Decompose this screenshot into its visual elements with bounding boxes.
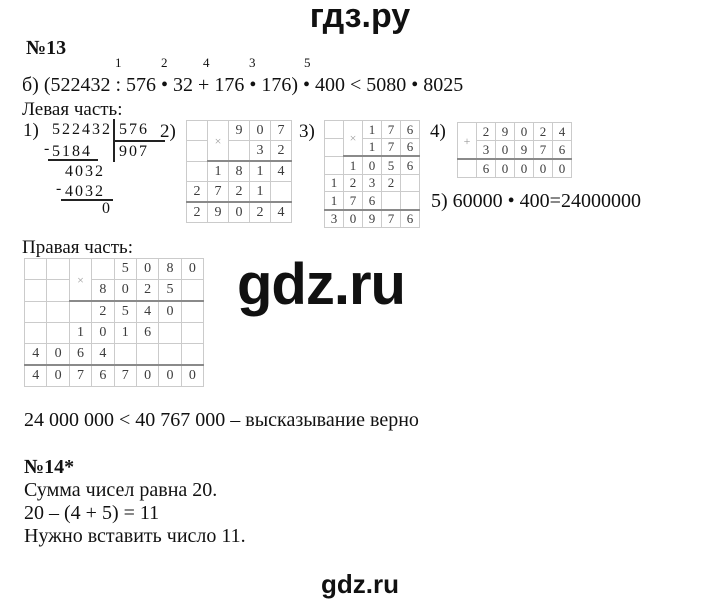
grid-cell: 1 xyxy=(363,138,382,156)
grid-cell: 0 xyxy=(250,121,271,141)
grid-cell xyxy=(25,280,47,302)
grid-cell: 2 xyxy=(250,202,271,223)
grid-cell: 0 xyxy=(344,210,363,228)
grid-cell: 5 xyxy=(114,301,136,323)
calc-grid-table xyxy=(324,120,420,228)
grid-cell: 9 xyxy=(229,121,250,141)
grid-cell xyxy=(181,323,203,344)
grid-cell xyxy=(25,301,47,323)
order-mark-5: 5 xyxy=(304,55,311,70)
grid-cell: 6 xyxy=(69,344,91,366)
division-quotient-line xyxy=(113,140,165,142)
grid-cell xyxy=(181,280,203,302)
grid-cell: 0 xyxy=(534,159,553,178)
order-mark-4: 3 xyxy=(249,55,256,70)
grid-cell: 2 xyxy=(136,280,158,302)
quotient: 907 xyxy=(119,143,149,160)
grid-cell: 7 xyxy=(271,121,292,141)
grid-5080x8025 xyxy=(24,258,204,387)
grid-cell: 4 xyxy=(92,344,114,366)
grid-cell xyxy=(25,323,47,344)
problem14-number: №14* xyxy=(24,456,75,478)
grid-cell: 8 xyxy=(229,161,250,182)
grid-cell: 6 xyxy=(136,323,158,344)
grid-cell: 1 xyxy=(114,323,136,344)
grid-176x176 xyxy=(324,120,420,228)
grid-cell: 1 xyxy=(250,161,271,182)
grid-cell: 0 xyxy=(47,344,69,366)
grid-cell: 6 xyxy=(401,121,420,139)
grid-cell: 4 xyxy=(271,202,292,223)
calc-grid-table xyxy=(24,258,204,387)
order-mark-1: 1 xyxy=(115,55,122,70)
grid-cell xyxy=(181,344,203,366)
grid-cell: 0 xyxy=(515,123,534,141)
grid-cell: 0 xyxy=(159,365,181,387)
grid-cell: 1 xyxy=(208,161,229,182)
grid-cell: 0 xyxy=(181,365,203,387)
grid-cell: 5 xyxy=(382,156,401,174)
grid-cell: 0 xyxy=(363,156,382,174)
grid-cell xyxy=(229,141,250,162)
grid-29024-plus-30976 xyxy=(457,122,572,178)
multiply-sign: × xyxy=(208,121,229,162)
problem14-line-1: Сумма чисел равна 20. xyxy=(24,479,218,501)
grid-cell xyxy=(114,344,136,366)
grid-cell: 6 xyxy=(477,159,496,178)
grid-cell xyxy=(187,141,208,162)
problem13-expression: б) (522432 : 576 • 32 + 176 • 176) • 400 < 5080 • 8025 xyxy=(22,74,464,96)
grid-cell xyxy=(47,259,69,280)
step3-label: 3) xyxy=(299,121,315,142)
step2-label: 2) xyxy=(160,121,176,142)
grid-cell: 6 xyxy=(401,138,420,156)
grid-cell: 0 xyxy=(181,259,203,280)
grid-cell xyxy=(187,121,208,141)
grid-cell: 0 xyxy=(136,365,158,387)
grid-cell: 8 xyxy=(92,280,114,302)
grid-cell: 2 xyxy=(271,141,292,162)
grid-cell xyxy=(92,259,114,280)
grid-cell: 3 xyxy=(250,141,271,162)
grid-cell xyxy=(401,192,420,210)
grid-cell xyxy=(325,138,344,156)
grid-cell: 3 xyxy=(325,210,344,228)
grid-cell: 1 xyxy=(69,323,91,344)
grid-cell: 3 xyxy=(363,174,382,192)
grid-cell: 6 xyxy=(401,156,420,174)
grid-cell: 0 xyxy=(496,159,515,178)
grid-cell: 0 xyxy=(496,141,515,160)
division-underline-1 xyxy=(48,159,98,161)
problem14-line-2: 20 – (4 + 5) = 11 xyxy=(24,502,160,524)
grid-cell: 0 xyxy=(229,202,250,223)
grid-cell: 0 xyxy=(515,159,534,178)
grid-cell xyxy=(47,301,69,323)
grid-cell: 0 xyxy=(114,280,136,302)
grid-cell xyxy=(325,121,344,139)
minus-sign-1: - xyxy=(44,140,52,157)
grid-cell xyxy=(159,344,181,366)
grid-cell xyxy=(458,159,477,178)
grid-cell: 9 xyxy=(515,141,534,160)
grid-cell: 1 xyxy=(363,121,382,139)
grid-cell: 4 xyxy=(553,123,572,141)
subtrahend-1: 5184 xyxy=(52,143,92,160)
grid-cell: 9 xyxy=(363,210,382,228)
grid-cell: 2 xyxy=(382,174,401,192)
grid-cell: 2 xyxy=(92,301,114,323)
grid-cell: 1 xyxy=(344,156,363,174)
grid-cell: 6 xyxy=(363,192,382,210)
site-logo-top: гдз.ру xyxy=(309,0,411,35)
left-part-label: Левая часть: xyxy=(22,99,123,120)
grid-cell: 5 xyxy=(114,259,136,280)
grid-cell xyxy=(136,344,158,366)
grid-cell: 4 xyxy=(25,344,47,366)
grid-cell: 4 xyxy=(136,301,158,323)
problem13-conclusion: 24 000 000 < 40 767 000 – высказывание верно xyxy=(24,409,419,431)
grid-cell: 1 xyxy=(325,192,344,210)
division-result: 0 xyxy=(102,200,112,217)
grid-cell: 7 xyxy=(208,182,229,203)
problem14-line-3: Нужно вставить число 11. xyxy=(24,525,246,547)
grid-cell xyxy=(382,192,401,210)
calc-grid-table xyxy=(186,120,292,223)
right-part-label: Правая часть: xyxy=(22,237,133,258)
grid-cell: 4 xyxy=(25,365,47,387)
grid-cell: 1 xyxy=(325,174,344,192)
grid-cell xyxy=(187,161,208,182)
grid-cell: 7 xyxy=(344,192,363,210)
grid-cell: 2 xyxy=(344,174,363,192)
grid-cell xyxy=(159,323,181,344)
grid-cell: 2 xyxy=(534,123,553,141)
order-mark-2: 2 xyxy=(161,55,168,70)
grid-cell: 1 xyxy=(250,182,271,203)
remainder-1: 4032 xyxy=(65,163,105,180)
minus-sign-2: - xyxy=(56,180,64,197)
grid-cell: 0 xyxy=(92,323,114,344)
subtrahend-2: 4032 xyxy=(65,183,105,200)
grid-cell: 9 xyxy=(208,202,229,223)
step4-label: 4) xyxy=(430,121,446,142)
grid-cell: 8 xyxy=(159,259,181,280)
grid-cell xyxy=(25,259,47,280)
grid-cell: 6 xyxy=(92,365,114,387)
grid-cell xyxy=(47,280,69,302)
grid-cell: 0 xyxy=(553,159,572,178)
plus-sign: + xyxy=(458,123,477,160)
divisor: 576 xyxy=(119,121,149,138)
grid-cell: 5 xyxy=(159,280,181,302)
grid-cell xyxy=(181,301,203,323)
multiply-sign: × xyxy=(344,121,363,157)
site-watermark: gdz.ru xyxy=(237,252,405,317)
grid-cell xyxy=(69,301,91,323)
grid-cell xyxy=(401,174,420,192)
grid-cell: 2 xyxy=(187,182,208,203)
order-mark-3: 4 xyxy=(203,55,210,70)
multiply-sign: × xyxy=(69,259,91,302)
grid-cell xyxy=(271,182,292,203)
grid-cell: 7 xyxy=(534,141,553,160)
grid-cell: 7 xyxy=(114,365,136,387)
grid-cell: 7 xyxy=(69,365,91,387)
grid-cell xyxy=(47,323,69,344)
grid-cell: 7 xyxy=(382,210,401,228)
grid-cell: 0 xyxy=(47,365,69,387)
calc-grid-table xyxy=(457,122,572,178)
step1-label: 1) xyxy=(23,120,39,141)
dividend: 522432 xyxy=(52,121,112,138)
grid-cell: 7 xyxy=(382,121,401,139)
problem13-number: №13 xyxy=(26,37,67,59)
grid-cell: 7 xyxy=(382,138,401,156)
grid-cell: 6 xyxy=(401,210,420,228)
grid-cell: 0 xyxy=(136,259,158,280)
step5-equation: 5) 60000 • 400=24000000 xyxy=(431,190,641,212)
grid-cell: 0 xyxy=(159,301,181,323)
grid-cell xyxy=(325,156,344,174)
site-logo-bottom: gdz.ru xyxy=(321,569,399,599)
grid-cell: 4 xyxy=(271,161,292,182)
grid-cell: 2 xyxy=(477,123,496,141)
grid-907x32 xyxy=(186,120,292,223)
grid-cell: 9 xyxy=(496,123,515,141)
grid-cell: 6 xyxy=(553,141,572,160)
grid-cell: 3 xyxy=(477,141,496,160)
grid-cell: 2 xyxy=(187,202,208,223)
grid-cell: 2 xyxy=(229,182,250,203)
